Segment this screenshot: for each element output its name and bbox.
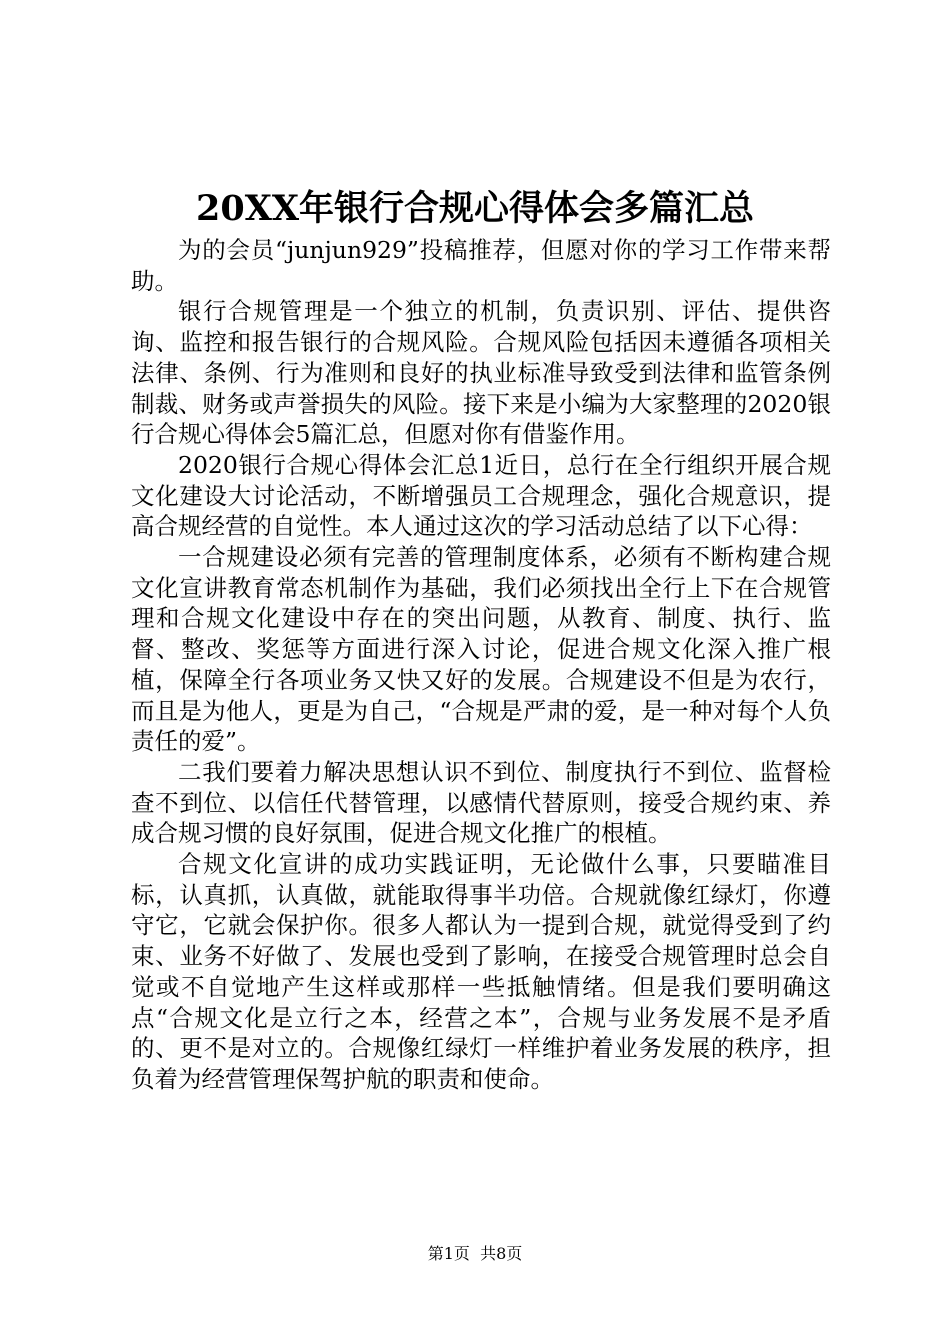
paragraph-summary-1: 2020银行合规心得体会汇总1近日，总行在全行组织开展合规文化建设大讨论活动，不断增强员工合规理念，强化合规意识，提高合规经营的自觉性。本人通过这次的学习活动总结了以下心得：: [131, 450, 831, 541]
document-body: [131, 235, 831, 1095]
paragraph-intro: 为的会员“junjun929”投稿推荐，但愿对你的学习工作带来帮助。: [131, 236, 831, 295]
page-number-footer: 第1页 共8页: [427, 1244, 523, 1263]
paragraph-practice: 合规文化宣讲的成功实践证明，无论做什么事，只要瞄准目标，认真抓，认真做，就能取得事半功倍。合规就像红绿灯，你遵守它，它就会保护你。很多人都认为一提到合规，就觉得受到了约束、业务不好做了、发展也受到了影响，在接受合规管理时总会自觉或不自觉地产生这样或那样一些抵触情绪。但是我们要明确这点“合规文化是立行之本，经营之本”，合规与业务发展不是矛盾的、更不是对立的。合规像红绿灯一样维护着业务发展的秩序，担负着为经营管理保驾护航的职责和使命。: [131, 850, 831, 1093]
document-title: 20XX年银行合规心得体会多篇汇总: [195, 188, 755, 229]
paragraph-point-two: 二我们要着力解决思想认识不到位、制度执行不到位、监督检查不到位、以信任代替管理，以感情代替原则，接受合规约束、养成合规习惯的良好氛围，促进合规文化推广的根植。: [131, 757, 831, 848]
paragraph-definition: 银行合规管理是一个独立的机制，负责识别、评估、提供咨询、监控和报告银行的合规风险。合规风险包括因未遵循各项相关法律、条例、行为准则和良好的执业标准导致受到法律和监管条例制裁、财务或声誉损失的风险。接下来是小编为大家整理的2020银行合规心得体会5篇汇总，但愿对你有借鉴作用。: [131, 297, 831, 449]
paragraph-point-one: 一合规建设必须有完善的管理制度体系，必须有不断构建合规文化宣讲教育常态机制作为基础，我们必须找出全行上下在合规管理和合规文化建设中存在的突出问题，从教育、制度、执行、监督、整改、奖惩等方面进行深入讨论，促进合规文化深入推广根植，保障全行各项业务又快又好的发展。合规建设不但是为农行，而且是为他人，更是为自己，“合规是严肃的爱，是一种对每个人负责任的爱”。: [131, 543, 831, 756]
